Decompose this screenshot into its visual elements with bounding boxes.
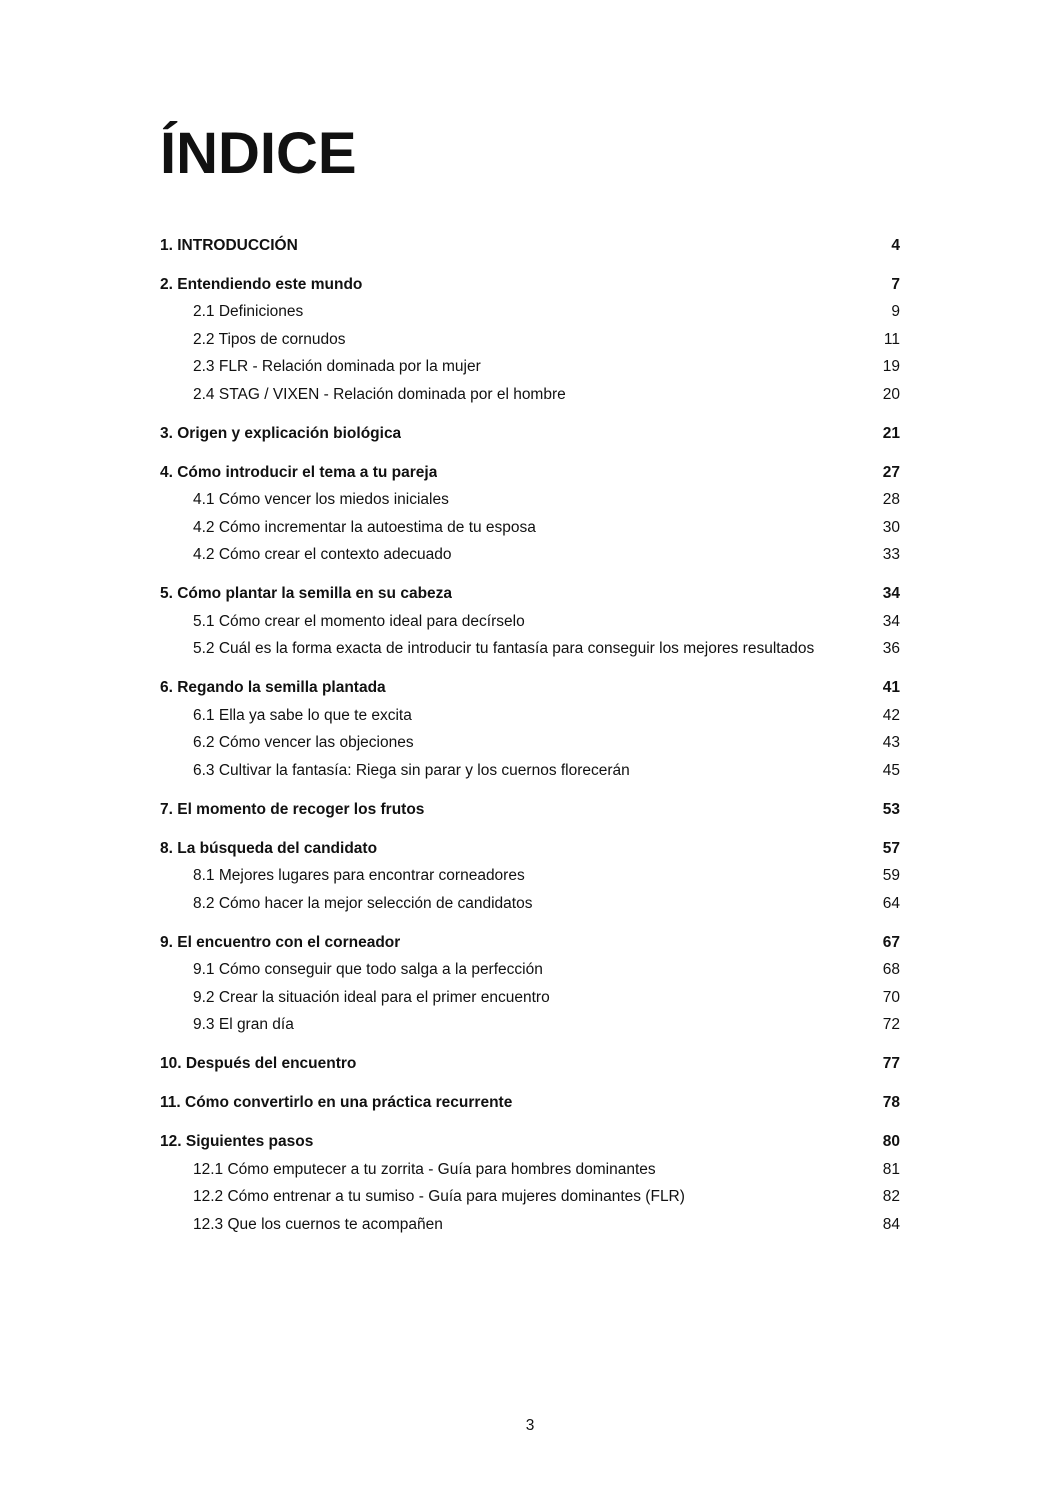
toc-entry-label: 6.1 Ella ya sabe lo que te excita bbox=[193, 706, 412, 724]
toc-entry-page-number: 7 bbox=[891, 275, 900, 293]
toc-entry-label: 3. Origen y explicación biológica bbox=[160, 424, 402, 442]
toc-entry bbox=[160, 635, 900, 663]
toc-entry-label: 6. Regando la semilla plantada bbox=[160, 679, 386, 697]
toc-entry bbox=[160, 514, 900, 542]
toc-entry bbox=[160, 580, 900, 608]
toc-entry-page-number: 68 bbox=[882, 961, 900, 979]
toc-entry-label: 9.2 Crear la situación ideal para el primer encuentro bbox=[193, 988, 550, 1006]
toc-entry bbox=[160, 674, 900, 702]
toc-entry bbox=[160, 862, 900, 890]
toc-entry bbox=[160, 984, 900, 1012]
toc-entry-page-number: 21 bbox=[882, 424, 900, 442]
toc-entry-page-number: 72 bbox=[882, 1016, 900, 1034]
toc-entry-label: 2.4 STAG / VIXEN - Relación dominada por el hombre bbox=[193, 385, 566, 403]
table-of-contents bbox=[160, 232, 900, 1239]
toc-entry bbox=[160, 1011, 900, 1039]
toc-entry-page-number: 43 bbox=[882, 734, 900, 752]
toc-entry-page-number: 81 bbox=[882, 1160, 900, 1178]
toc-entry bbox=[160, 541, 900, 569]
toc-entry-label: 4.1 Cómo vencer los miedos iniciales bbox=[193, 491, 449, 509]
toc-entry-label: 5.2 Cuál es la forma exacta de introducir tu fantasía para conseguir los mejores resultados bbox=[193, 640, 815, 658]
toc-entry-label: 12.2 Cómo entrenar a tu sumiso - Guía para mujeres dominantes (FLR) bbox=[193, 1188, 685, 1206]
toc-entry bbox=[160, 796, 900, 824]
toc-entry-page-number: 77 bbox=[882, 1055, 900, 1073]
toc-entry bbox=[160, 326, 900, 354]
toc-entry-label: 4.2 Cómo crear el contexto adecuado bbox=[193, 546, 452, 564]
toc-entry-page-number: 82 bbox=[882, 1188, 900, 1206]
toc-entry-label: 8. La búsqueda del candidato bbox=[160, 839, 378, 857]
toc-entry-label: 1. INTRODUCCIÓN bbox=[160, 236, 298, 254]
toc-entry bbox=[160, 353, 900, 381]
page-title: ÍNDICE bbox=[160, 121, 357, 186]
toc-entry-page-number: 30 bbox=[882, 518, 900, 536]
toc-entry bbox=[160, 702, 900, 730]
toc-entry-label: 12. Siguientes pasos bbox=[160, 1133, 314, 1151]
toc-entry-label: 6.3 Cultivar la fantasía: Riega sin parar y los cuernos florecerán bbox=[193, 761, 630, 779]
toc-entry-page-number: 84 bbox=[882, 1215, 900, 1233]
toc-entry bbox=[160, 1089, 900, 1117]
toc-entry bbox=[160, 729, 900, 757]
toc-entry-label: 10. Después del encuentro bbox=[160, 1055, 357, 1073]
toc-entry-label: 6.2 Cómo vencer las objeciones bbox=[193, 734, 414, 752]
toc-entry-page-number: 33 bbox=[882, 546, 900, 564]
toc-entry-page-number: 67 bbox=[882, 933, 900, 951]
toc-entry-label: 12.1 Cómo emputecer a tu zorrita - Guía para hombres dominantes bbox=[193, 1160, 656, 1178]
toc-entry-label: 5.1 Cómo crear el momento ideal para decírselo bbox=[193, 612, 525, 630]
toc-entry-page-number: 41 bbox=[882, 679, 900, 697]
toc-entry bbox=[160, 835, 900, 863]
footer-page-number: 3 bbox=[525, 1417, 535, 1434]
toc-entry-label: 9.3 El gran día bbox=[193, 1016, 294, 1034]
toc-entry-page-number: 27 bbox=[882, 463, 900, 481]
toc-entry bbox=[160, 929, 900, 957]
toc-entry-label: 2.2 Tipos de cornudos bbox=[193, 330, 346, 348]
toc-entry-page-number: 34 bbox=[882, 612, 900, 630]
toc-entry bbox=[160, 420, 900, 448]
toc-entry bbox=[160, 271, 900, 299]
toc-entry bbox=[160, 1128, 900, 1156]
toc-entry bbox=[160, 956, 900, 984]
toc-entry-page-number: 64 bbox=[882, 894, 900, 912]
toc-entry bbox=[160, 757, 900, 785]
toc-entry bbox=[160, 890, 900, 918]
toc-entry-page-number: 70 bbox=[882, 988, 900, 1006]
toc-entry-label: 5. Cómo plantar la semilla en su cabeza bbox=[160, 585, 453, 603]
toc-entry-label: 7. El momento de recoger los frutos bbox=[160, 800, 425, 818]
toc-entry bbox=[160, 486, 900, 514]
toc-entry bbox=[160, 1156, 900, 1184]
toc-entry-label: 12.3 Que los cuernos te acompañen bbox=[193, 1215, 443, 1233]
toc-entry-page-number: 80 bbox=[882, 1133, 900, 1151]
toc-entry-page-number: 36 bbox=[882, 640, 900, 658]
toc-entry-label: 2. Entendiendo este mundo bbox=[160, 275, 363, 293]
toc-entry-page-number: 45 bbox=[882, 761, 900, 779]
toc-entry-page-number: 11 bbox=[883, 330, 900, 348]
toc-entry-label: 2.1 Definiciones bbox=[193, 303, 304, 321]
toc-entry-label: 9.1 Cómo conseguir que todo salga a la perfección bbox=[193, 961, 543, 979]
toc-entry-page-number: 4 bbox=[891, 236, 900, 254]
toc-entry-label: 2.3 FLR - Relación dominada por la mujer bbox=[193, 358, 481, 376]
toc-entry-page-number: 19 bbox=[882, 358, 900, 376]
toc-entry bbox=[160, 381, 900, 409]
toc-entry-page-number: 59 bbox=[882, 867, 900, 885]
toc-entry-label: 4.2 Cómo incrementar la autoestima de tu esposa bbox=[193, 518, 536, 536]
toc-entry bbox=[160, 232, 900, 260]
toc-entry bbox=[160, 1183, 900, 1211]
toc-entry-label: 8.1 Mejores lugares para encontrar corneadores bbox=[193, 867, 525, 885]
toc-entry-page-number: 28 bbox=[882, 491, 900, 509]
toc-entry-label: 11. Cómo convertirlo en una práctica recurrente bbox=[160, 1094, 513, 1112]
toc-entry bbox=[160, 459, 900, 487]
toc-entry-label: 9. El encuentro con el corneador bbox=[160, 933, 401, 951]
toc-entry-label: 4. Cómo introducir el tema a tu pareja bbox=[160, 463, 438, 481]
toc-entry-page-number: 34 bbox=[882, 585, 900, 603]
toc-entry-page-number: 42 bbox=[882, 706, 900, 724]
toc-entry-page-number: 57 bbox=[882, 839, 900, 857]
toc-entry-label: 8.2 Cómo hacer la mejor selección de candidatos bbox=[193, 894, 533, 912]
toc-entry bbox=[160, 1050, 900, 1078]
toc-entry-page-number: 78 bbox=[882, 1094, 900, 1112]
toc-entry bbox=[160, 608, 900, 636]
toc-entry-page-number: 20 bbox=[882, 385, 900, 403]
toc-entry-page-number: 53 bbox=[882, 800, 900, 818]
toc-entry bbox=[160, 298, 900, 326]
page-content bbox=[160, 0, 900, 1238]
toc-entry-page-number: 9 bbox=[891, 303, 900, 321]
toc-entry bbox=[160, 1211, 900, 1239]
